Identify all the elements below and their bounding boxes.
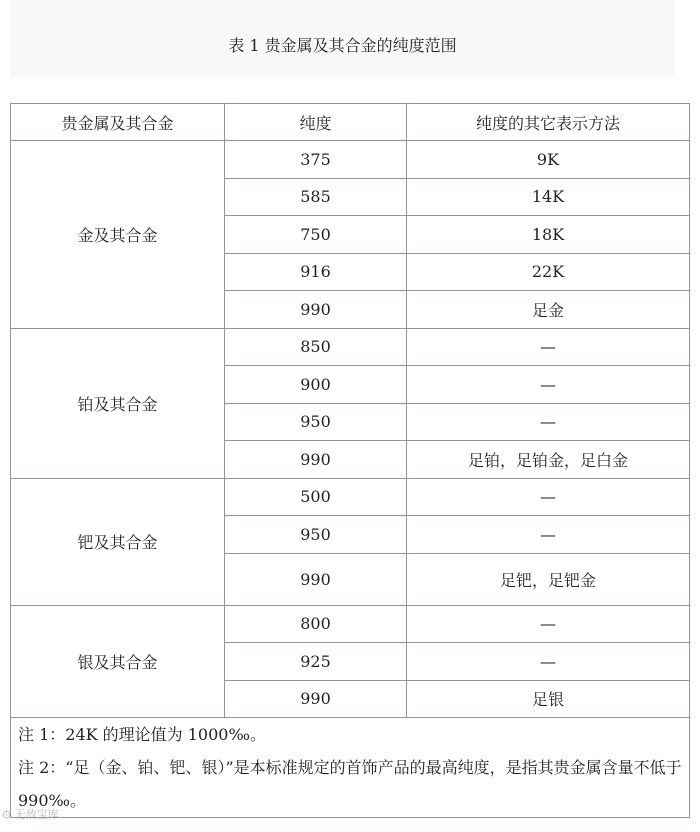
alt-cell: 18K	[407, 216, 690, 254]
alt-cell: —	[407, 478, 690, 516]
notes-row	[11, 718, 690, 818]
watermark-icon: ⊙	[2, 808, 12, 821]
table-caption-box	[10, 0, 675, 77]
table-row	[11, 478, 690, 516]
alt-cell: —	[407, 366, 690, 404]
notes-cell	[11, 718, 690, 818]
alt-cell: 足金	[407, 291, 690, 329]
group-palladium: 钯及其合金	[11, 478, 225, 605]
purity-cell: 916	[225, 253, 407, 291]
note-1: 注 1：24K 的理论值为 1000‰。	[18, 725, 266, 744]
alt-cell: 9K	[407, 141, 690, 179]
table-caption: 表 1 贵金属及其合金的纯度范围	[228, 36, 457, 55]
purity-cell: 375	[225, 141, 407, 179]
purity-cell: 950	[225, 403, 407, 441]
purity-cell: 500	[225, 478, 407, 516]
table-row	[11, 605, 690, 643]
alt-cell: 足银	[407, 680, 690, 718]
alt-cell: —	[407, 516, 690, 554]
purity-cell: 750	[225, 216, 407, 254]
watermark	[2, 806, 59, 822]
purity-cell: 990	[225, 441, 407, 479]
purity-cell: 990	[225, 680, 407, 718]
group-silver: 银及其合金	[11, 605, 225, 718]
table-row	[11, 328, 690, 366]
purity-cell: 850	[225, 328, 407, 366]
purity-cell: 925	[225, 643, 407, 681]
alt-cell: 22K	[407, 253, 690, 291]
group-gold: 金及其合金	[11, 141, 225, 329]
purity-cell: 585	[225, 178, 407, 216]
alt-cell: 足钯，足钯金	[407, 553, 690, 605]
alt-cell: —	[407, 605, 690, 643]
watermark-text: 无敌宝库	[14, 808, 59, 821]
alt-cell: —	[407, 328, 690, 366]
alt-cell: —	[407, 403, 690, 441]
alt-cell: —	[407, 643, 690, 681]
header-metal: 贵金属及其合金	[11, 104, 225, 141]
purity-table	[10, 103, 690, 818]
note-2: 注 2：“足（金、铂、钯、银）”是本标准规定的首饰产品的最高纯度，是指其贵金属含量不低于 990‰。	[18, 758, 682, 810]
table-row	[11, 141, 690, 179]
purity-cell: 900	[225, 366, 407, 404]
group-platinum: 铂及其合金	[11, 328, 225, 478]
header-purity: 纯度	[225, 104, 407, 141]
purity-cell: 990	[225, 291, 407, 329]
alt-cell: 足铂，足铂金，足白金	[407, 441, 690, 479]
alt-cell: 14K	[407, 178, 690, 216]
purity-cell: 950	[225, 516, 407, 554]
purity-cell: 990	[225, 553, 407, 605]
header-row	[11, 104, 690, 141]
purity-cell: 800	[225, 605, 407, 643]
header-alt-notation: 纯度的其它表示方法	[407, 104, 690, 141]
